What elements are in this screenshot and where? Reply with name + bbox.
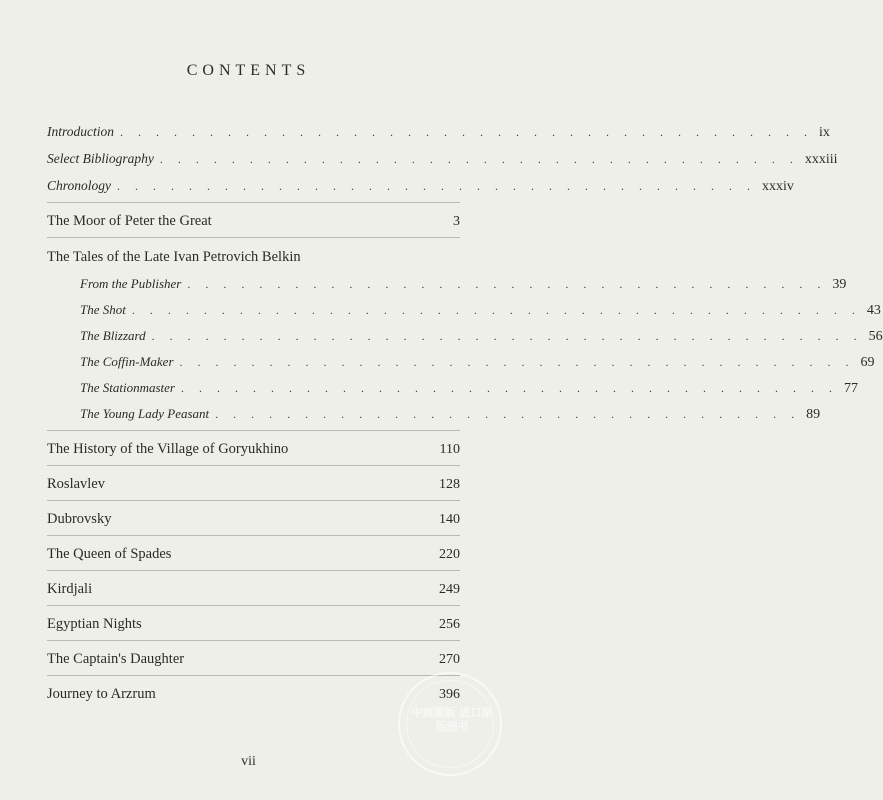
leader-dots: . . . . . . . . . . . . . . . . . . . . . . . . . . . . . . . . . . . . . . . . . (131, 303, 861, 317)
entry-page: xxxiv (762, 179, 794, 194)
divider (47, 535, 460, 536)
entry-title: Dubrovsky (47, 511, 112, 527)
leader-dots: . . . . . . . . . . . . . . . . . . . . . . . . . . . . . . . . . . . . . . (179, 355, 855, 369)
toc-subentry (80, 380, 858, 397)
divider (47, 237, 460, 238)
entry-page: 3 (453, 214, 460, 229)
leader-dots: . . . . . . . . . . . . . . . . . . . . . . . . . . . . . . . . . . . . (117, 179, 756, 193)
toc-entry (47, 546, 460, 563)
divider (47, 430, 460, 431)
toc-entry (47, 441, 460, 458)
entry-page: 69 (860, 355, 875, 370)
leader-dots: . . . . . . . . . . . . . . . . . . . . . . . . . . . . . . . . . . . . . (180, 381, 838, 395)
entry-page: 220 (439, 547, 460, 562)
page-number: vii (241, 754, 256, 769)
divider (47, 500, 460, 501)
entry-page: 56 (868, 329, 883, 344)
page-title: CONTENTS (186, 62, 311, 79)
entry-page: 110 (439, 442, 460, 457)
entry-page: 396 (439, 687, 460, 702)
toc-entry (47, 616, 460, 633)
divider (47, 640, 460, 641)
entry-page: 256 (439, 617, 460, 632)
entry-title: Introduction (47, 124, 114, 139)
toc-entry (47, 651, 460, 668)
entry-page: xxxiii (804, 152, 838, 167)
toc-entry (47, 213, 460, 230)
leader-dots: . . . . . . . . . . . . . . . . . . . . . . . . . . . . . . . . . (215, 407, 801, 421)
leader-dots: . . . . . . . . . . . . . . . . . . . . . . . . . . . . . . . . . . . . (187, 277, 827, 291)
leader-dots: . . . . . . . . . . . . . . . . . . . . . . . . . . . . . . . . . . . . . . . . (151, 329, 863, 343)
toc-section-heading (47, 249, 460, 266)
entry-page: 270 (439, 652, 460, 667)
leader-dots: . . . . . . . . . . . . . . . . . . . . . . . . . . . . . . . . . . . . . . . (120, 125, 813, 139)
toc-entry-chronology (47, 178, 794, 195)
entry-page: 249 (439, 582, 460, 597)
toc-entry (47, 686, 460, 703)
entry-title: The Coffin-Maker (80, 354, 174, 369)
divider (47, 570, 460, 571)
divider (47, 202, 460, 203)
toc-subentry (80, 328, 883, 345)
toc-entry (47, 511, 460, 528)
watermark-text: 中商原版 进口原版图书 (411, 706, 493, 733)
entry-page: 39 (832, 277, 847, 292)
entry-title: Roslavlev (47, 476, 105, 492)
entry-title: The Tales of the Late Ivan Petrovich Belkin (47, 249, 301, 265)
entry-title: The History of the Village of Goryukhino (47, 441, 289, 457)
divider (47, 605, 460, 606)
toc-entry (47, 581, 460, 598)
toc-entry-bibliography (47, 151, 838, 168)
entry-title: Kirdjali (47, 581, 93, 597)
entry-title: The Moor of Peter the Great (47, 213, 212, 229)
divider (47, 465, 460, 466)
entry-page: 128 (439, 477, 460, 492)
entry-page: ix (819, 125, 830, 140)
toc-entry-introduction (47, 124, 830, 141)
entry-page: 89 (806, 407, 821, 422)
divider (47, 675, 460, 676)
leader-dots: . . . . . . . . . . . . . . . . . . . . . . . . . . . . . . . . . . . . (159, 152, 799, 166)
entry-title: The Queen of Spades (47, 546, 172, 562)
toc-subentry (80, 302, 881, 319)
entry-page: 140 (439, 512, 460, 527)
entry-title: The Blizzard (80, 328, 146, 343)
entry-title: Egyptian Nights (47, 616, 142, 632)
toc-subentry (80, 406, 821, 423)
toc-entry (47, 476, 460, 493)
toc-subentry (80, 354, 875, 371)
entry-title: Journey to Arzrum (47, 686, 156, 702)
entry-title: The Stationmaster (80, 380, 175, 395)
toc-subentry (80, 276, 847, 293)
entry-title: From the Publisher (80, 276, 182, 291)
entry-title: The Shot (80, 302, 126, 317)
entry-page: 43 (866, 303, 881, 318)
entry-title: Select Bibliography (47, 151, 154, 166)
entry-title: The Young Lady Peasant (80, 406, 210, 421)
entry-title: The Captain's Daughter (47, 651, 185, 667)
entry-page: 77 (843, 381, 858, 396)
entry-title: Chronology (47, 178, 111, 193)
